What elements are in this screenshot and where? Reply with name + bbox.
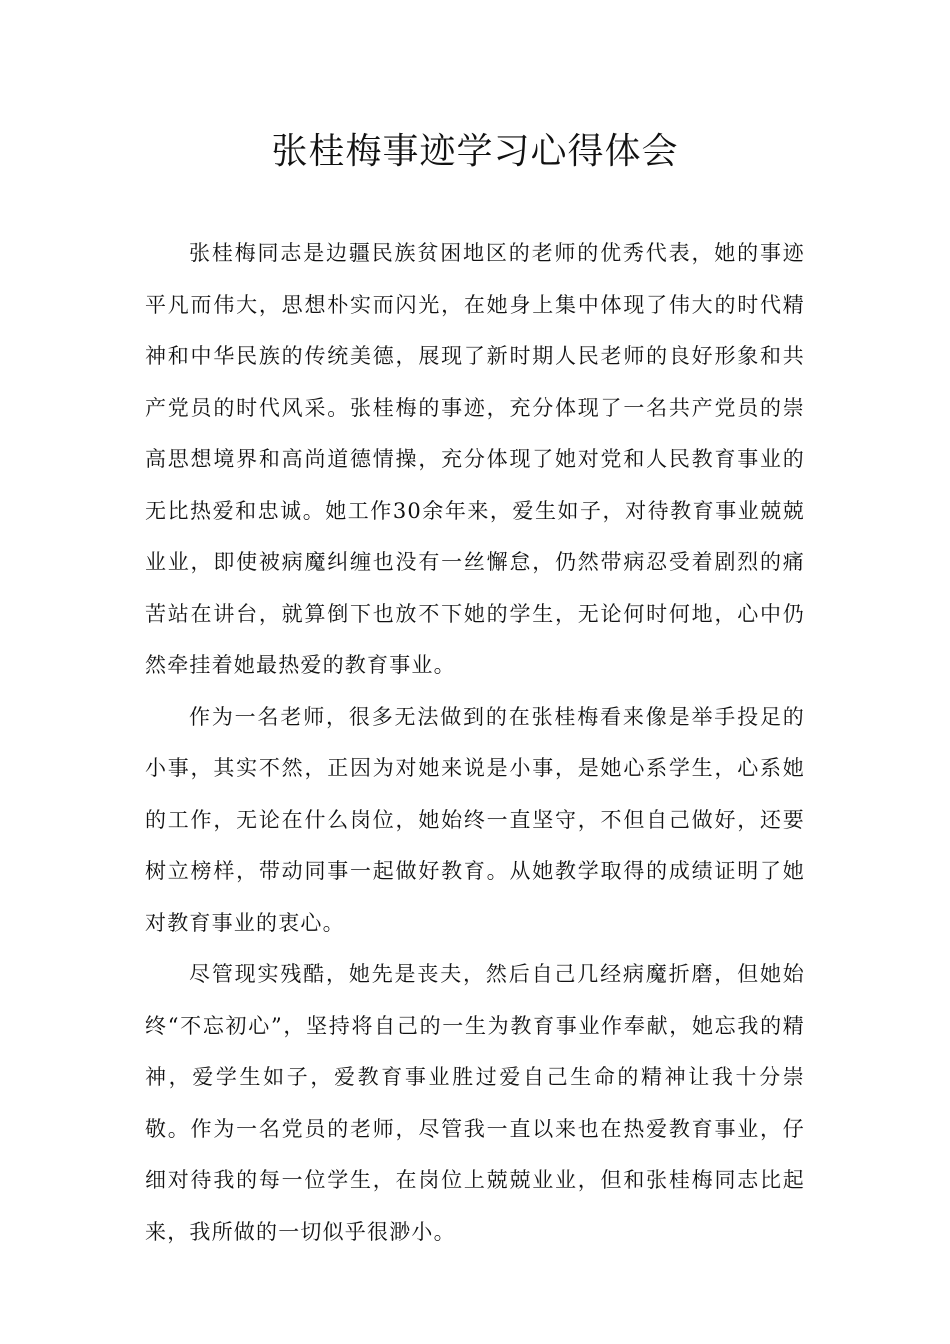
paragraph-3: 尽管现实残酷，她先是丧夫，然后自己几经病魔折磨，但她始终“不忘初心”，坚持将自己的一生为教育事业作奉献，她忘我的精神，爱学生如子，爱教育事业胜过爱自己生命的精神让我十分崇敬。作为一名党员的老师，尽管我一直以来也在热爱教育事业，仔细对待我的每一位学生，在岗位上兢兢业业，但和张桂梅同志比起来，我所做的一切似乎很渺小。: [145, 962, 805, 1244]
paragraph-1: 张桂梅同志是边疆民族贫困地区的老师的优秀代表，她的事迹平凡而伟大，思想朴实而闪光，在她身上集中体现了伟大的时代精神和中华民族的传统美德，展现了新时期人民老师的良好形象和共产党员的时代风采。张桂梅的事迹，充分体现了一名共产党员的崇高思想境界和高尚道德情操，充分体现了她对党和人民教育事业的无比热爱和忠诚。她工作30余年来，爱生如子，对待教育事业兢兢业业，即使被病魔纠缠也没有一丝懈怠，仍然带病忍受着剧烈的痛苦站在讲台，就算倒下也放不下她的学生，无论何时何地，心中仍然牵挂着她最热爱的教育事业。: [145, 241, 805, 677]
paragraph-2: 作为一名老师，很多无法做到的在张桂梅看来像是举手投足的小事，其实不然，正因为对她来说是小事，是她心系学生，心系她的工作，无论在什么岗位，她始终一直坚守，不但自己做好，还要树立榜样，带动同事一起做好教育。从她教学取得的成绩证明了她对教育事业的衷心。: [145, 704, 805, 935]
document-title: 张桂梅事迹学习心得体会: [271, 131, 679, 172]
document-body: [145, 228, 805, 1258]
